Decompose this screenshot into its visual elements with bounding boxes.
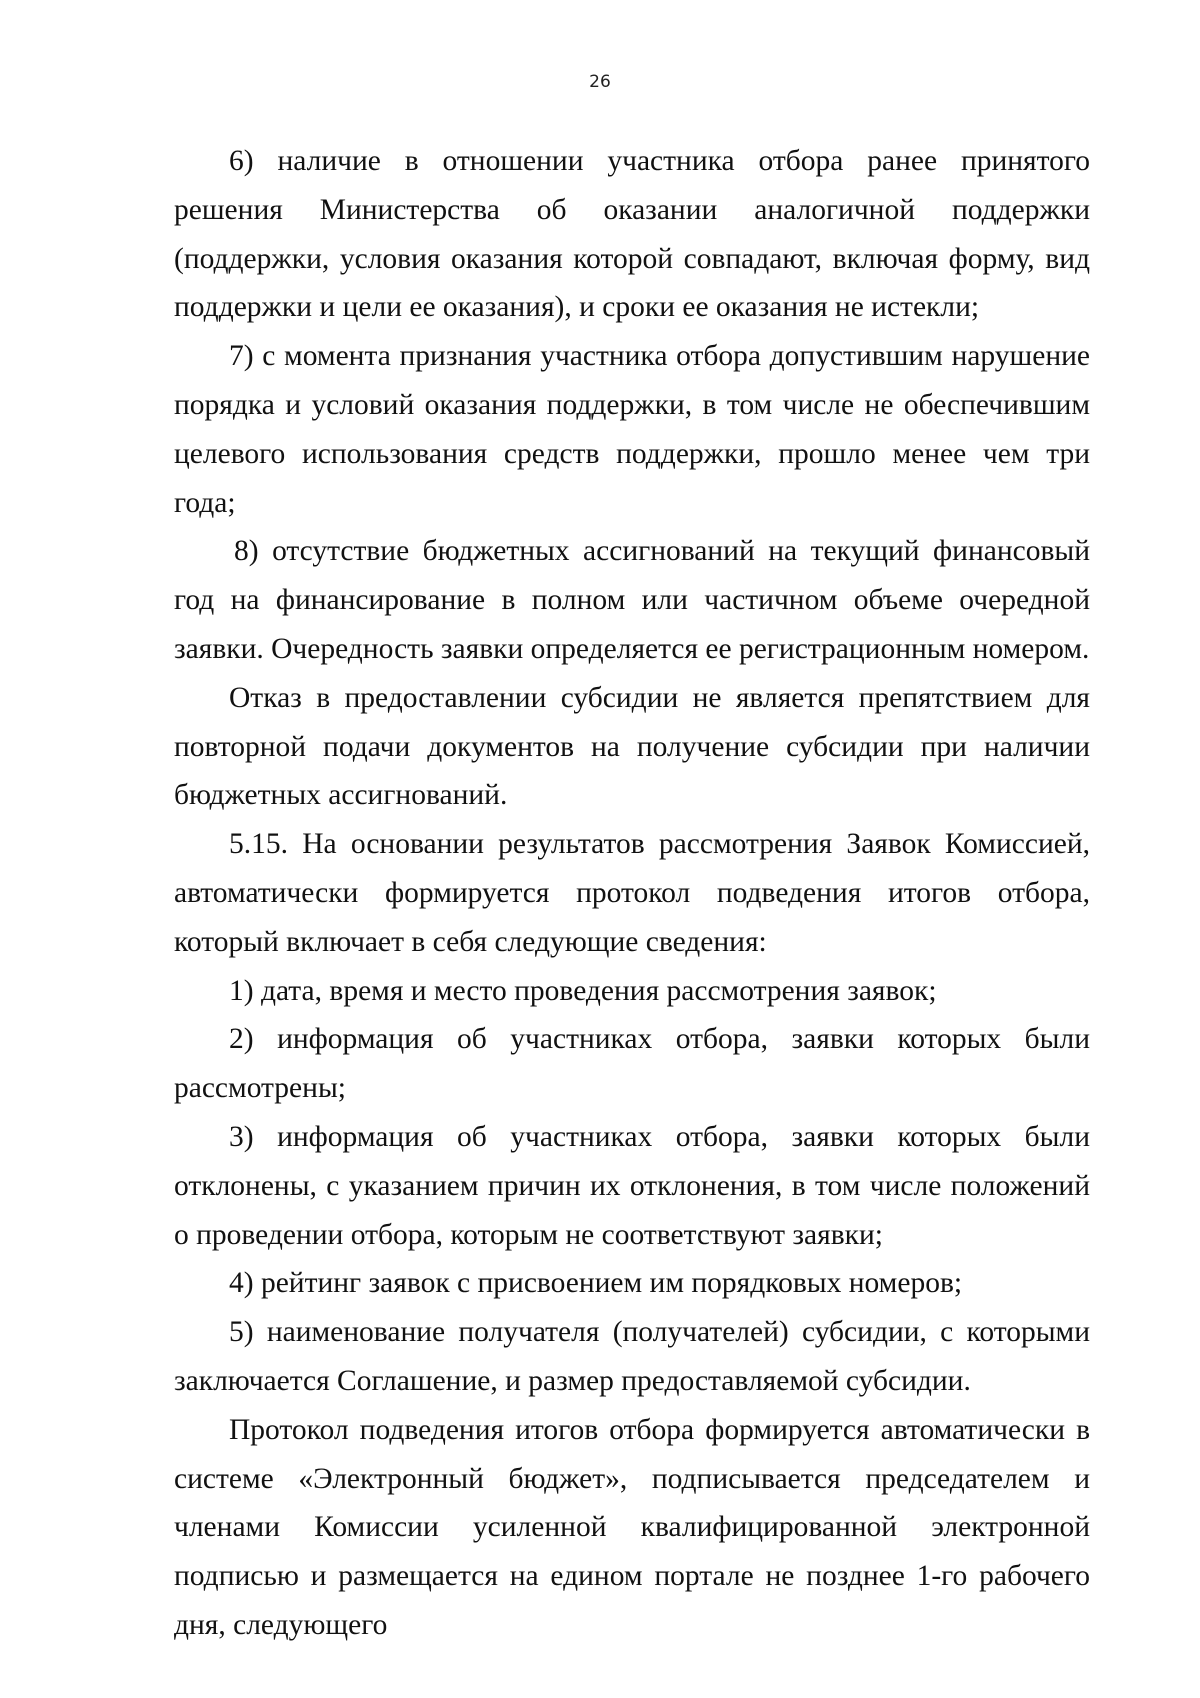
- paragraph-protocol-item-3: 3) информация об участниках отбора, заявки которых были отклонены, с указанием причин их отклонения, в том числе положений о проведении отбора, которым не соответствуют заявки;: [174, 1120, 1090, 1251]
- paragraph-item-8: 8) отсутствие бюджетных ассигнований на текущий финансовый год на финансирование в полном или частичном объеме очередной заявки. Очередность заявки определяется ее регистрационным номером.: [174, 535, 1090, 665]
- page-number: 26: [589, 72, 611, 92]
- document-body: [174, 137, 1090, 1650]
- paragraph-protocol-item-1: 1) дата, время и место проведения рассмотрения заявок;: [229, 974, 937, 1007]
- paragraph-section-5-15: 5.15. На основании результатов рассмотрения Заявок Комиссией, автоматически формируется протокол подведения итогов отбора, который включает в себя следующие сведения:: [174, 828, 1090, 958]
- paragraph-protocol-publication: Протокол подведения итогов отбора формируется автоматически в системе «Электронный бюджет», подписывается председателем и членами Комиссии усиленной квалифицированной электронной подписью и размещается на едином портале не позднее 1-го рабочего дня, следующего: [174, 1413, 1090, 1641]
- paragraph-protocol-item-2: 2) информация об участниках отбора, заявки которых были рассмотрены;: [174, 1023, 1090, 1105]
- paragraph-protocol-item-5: 5) наименование получателя (получателей) субсидии, с которыми заключается Соглашение, и размер предоставляемой субсидии.: [174, 1316, 1090, 1397]
- paragraph-item-6: 6) наличие в отношении участника отбора ранее принятого решения Министерства об оказании аналогичной поддержки (поддержки, условия оказания которой совпадают, включая форму, вид поддержки и цели ее оказания), и сроки ее оказания не истекли;: [174, 145, 1090, 324]
- paragraph-item-7: 7) с момента признания участника отбора допустившим нарушение порядка и условий оказания поддержки, в том числе не обеспечившим целевого использования средств поддержки, прошло менее чем три года;: [174, 340, 1090, 519]
- paragraph-refusal: Отказ в предоставлении субсидии не является препятствием для повторной подачи документов на получение субсидии при наличии бюджетных ассигнований.: [174, 681, 1090, 812]
- paragraph-protocol-item-4: 4) рейтинг заявок с присвоением им порядковых номеров;: [229, 1267, 963, 1300]
